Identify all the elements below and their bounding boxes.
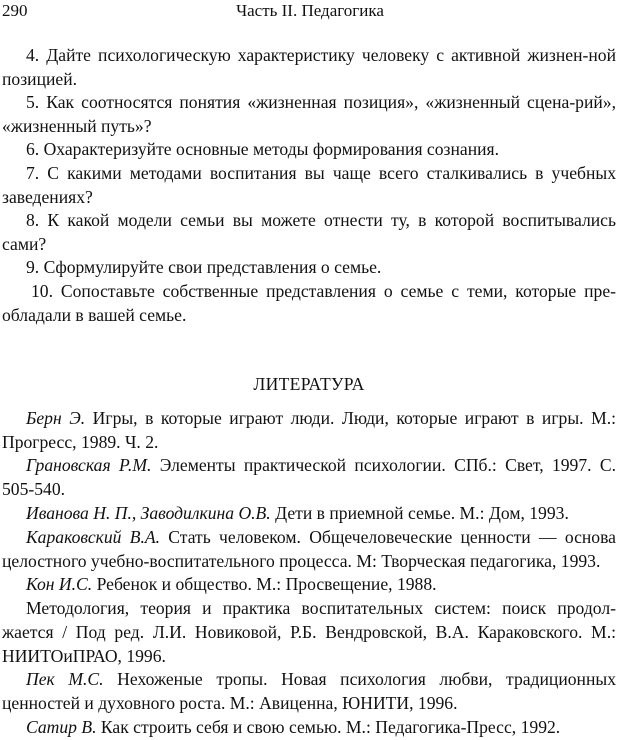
page-content [2,44,616,740]
question-item: 7. С какими методами воспитания вы чаще всего сталкивались в учебных заведениях? [2,162,616,207]
entry-text: Методология, теория и практика воспитательных систем: поиск продол-жается / Под ред. Л.И. Новиковой, Р.Б. Вендровской, В.А. Караковского. М.: НИИТОиПРАО, 1996. [2,598,616,666]
literature-list [2,407,616,740]
entry-text: Как строить себя и свою семью. М.: Педагогика-Пресс, 1992. [96,717,561,738]
entry-text: Элементы практической психологии. СПб.: Свет, 1997. С. 505-540. [2,455,616,500]
literature-entry [2,407,616,455]
entry-text: Нехоженые тропы. Новая психология любви, традиционных ценностей и духовного роста. М.: Авиценна, ЮНИТИ, 1996. [2,669,616,714]
entry-author: Караковский В.А. [26,526,161,547]
entry-text: Ребенок и общество. М.: Просвещение, 1988. [92,574,437,595]
entry-author: Пек М.С. [26,669,104,690]
entry-author: Кон И.С. [26,574,93,595]
question-item: 10. Сопоставьте собственные представления о семье с теми, которые пре-обладали в вашей семье. [2,280,616,325]
literature-entry [2,526,616,574]
question-item: 4. Дайте психологическую характеристику человеку с активной жизнен-ной позицией. [2,45,616,89]
literature-heading: ЛИТЕРАТУРА [253,374,365,395]
question-item: 6. Охарактеризуйте основные методы формирования сознания. [26,139,500,160]
literature-entry [2,454,616,502]
literature-entry [2,573,616,597]
entry-text: Игры, в которые играют люди. Люди, которые играют в игры. М.: Прогресс, 1989. Ч. 2. [2,407,617,452]
literature-entry [2,502,616,526]
literature-entry [2,668,616,716]
entry-author: Сатир В. [26,717,97,738]
page-number: 290 [2,1,28,20]
question-item: 5. Как соотносятся понятия «жизненная позиция», «жизненный сцена-рий», «жизненный путь»? [2,92,616,136]
literature-entry [2,597,616,668]
entry-author: Берн Э. [26,407,86,428]
running-title: Часть II. Педагогика [236,1,384,20]
entry-text: Стать человеком. Общечеловеческие ценности — основа целостного учебно-воспитательного процесса. М: Творческая педагогика, 1993. [2,526,616,571]
literature-entry [2,716,616,740]
question-item: 8. К какой модели семьи вы можете отнести ту, в которой воспитывались сами? [2,210,616,254]
entry-text: Дети в приемной семье. М.: Дом, 1993. [270,502,569,523]
questions-list [2,44,616,327]
page-header [0,0,620,26]
entry-author: Грановская Р.М. [26,455,152,476]
entry-author: Иванова Н. П., Заводилкина О.В. [26,502,271,523]
question-item: 9. Сформулируйте свои представления о семье. [26,257,382,278]
